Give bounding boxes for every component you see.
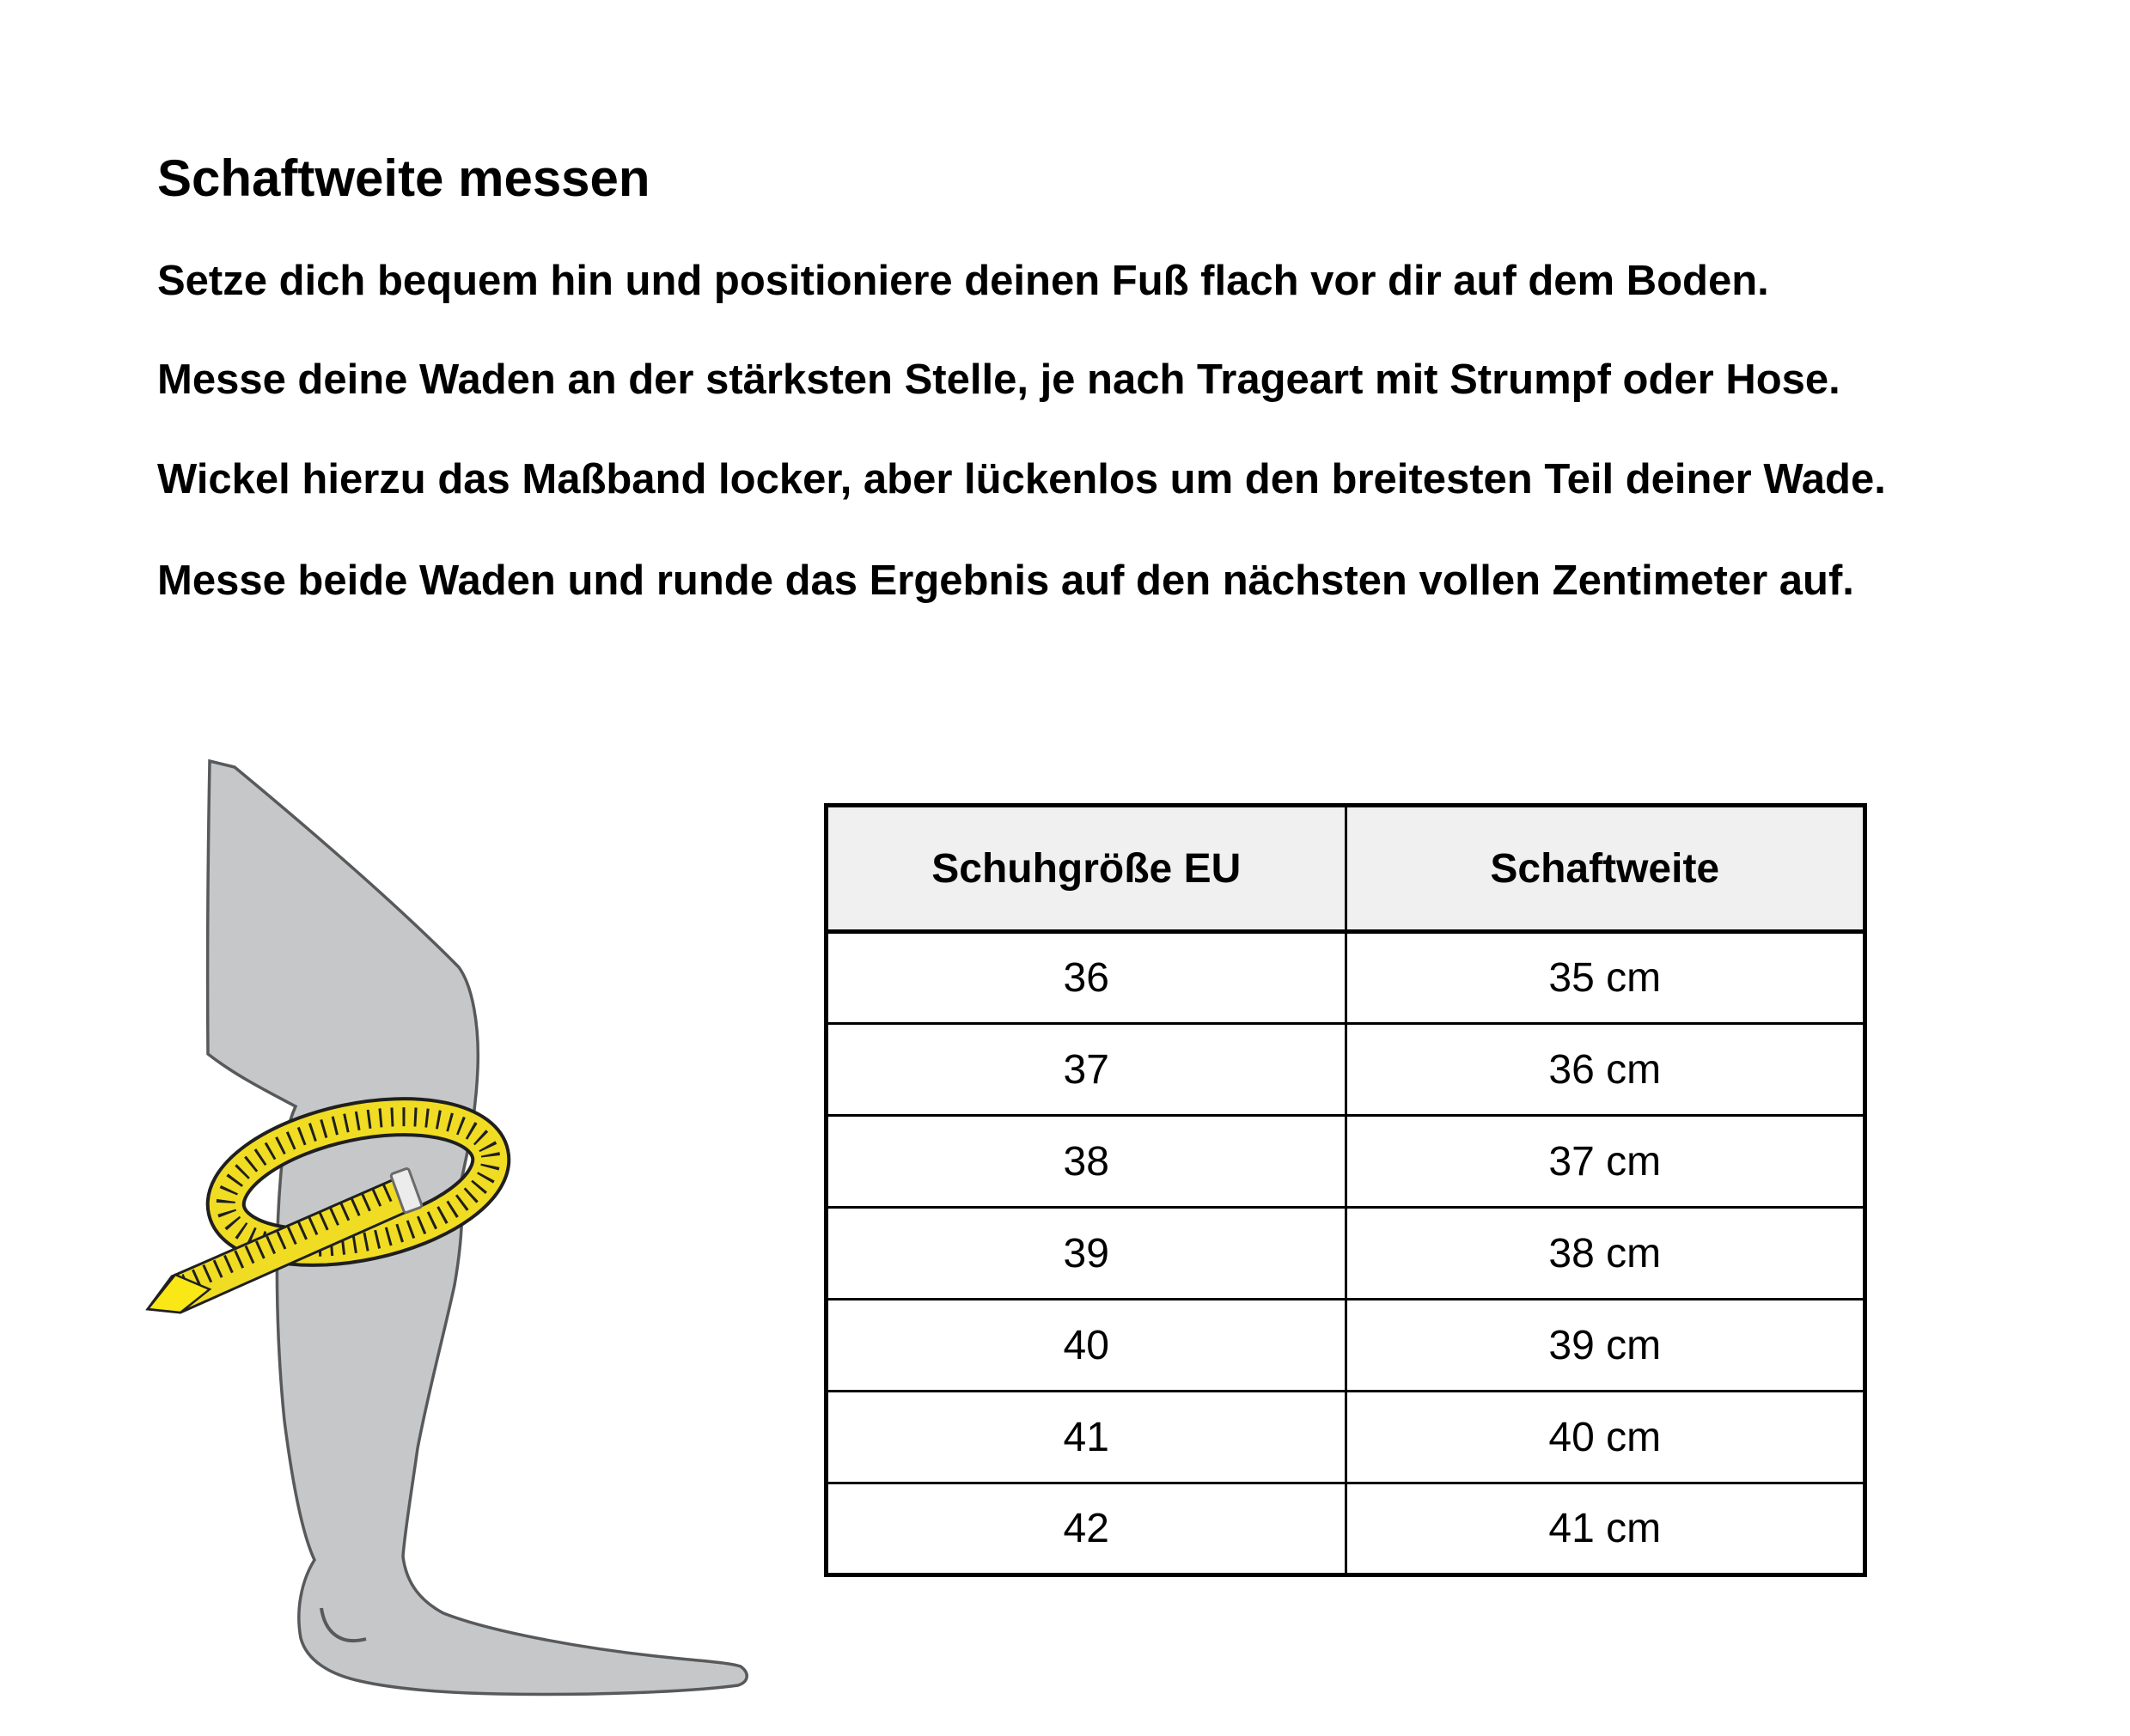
table-row bbox=[827, 1300, 1865, 1392]
table-row bbox=[827, 932, 1865, 1024]
instruction-step-3: Wickel hierzu das Maßband locker, aber lückenlos um den breitesten Teil deiner Wade. bbox=[157, 456, 1886, 503]
shaft-width-cell: 35 cm bbox=[1346, 932, 1865, 1024]
table-row bbox=[827, 1208, 1865, 1300]
shoe-size-cell: 37 bbox=[827, 1024, 1346, 1116]
shaft-width-cell: 37 cm bbox=[1346, 1116, 1865, 1208]
instruction-step-1: Setze dich bequem hin und positioniere deinen Fuß flach vor dir auf dem Boden. bbox=[157, 258, 1769, 304]
shaft-width-cell: 40 cm bbox=[1346, 1392, 1865, 1483]
table-row bbox=[827, 1024, 1865, 1116]
table-row bbox=[827, 1392, 1865, 1483]
shoe-size-cell: 41 bbox=[827, 1392, 1346, 1483]
shoe-size-cell: 40 bbox=[827, 1300, 1346, 1392]
size-table bbox=[824, 803, 1867, 1577]
table-header-shoe-size: Schuhgröße EU bbox=[827, 806, 1346, 932]
table-row bbox=[827, 1483, 1865, 1575]
shoe-size-cell: 36 bbox=[827, 932, 1346, 1024]
header-row bbox=[827, 806, 1865, 932]
size-table-header bbox=[827, 806, 1865, 932]
instruction-step-2: Messe deine Waden an der stärksten Stelle, je nach Trageart mit Strumpf oder Hose. bbox=[157, 356, 1840, 403]
leg-illustration bbox=[103, 735, 765, 1732]
table-header-shaft-width: Schaftweite bbox=[1346, 806, 1865, 932]
leg-measuring-svg bbox=[103, 735, 765, 1732]
table-row bbox=[827, 1116, 1865, 1208]
instruction-step-4: Messe beide Waden und runde das Ergebnis auf den nächsten vollen Zentimeter auf. bbox=[157, 557, 1854, 604]
page-title: Schaftweite messen bbox=[157, 149, 650, 207]
shoe-size-cell: 39 bbox=[827, 1208, 1346, 1300]
shaft-width-cell: 36 cm bbox=[1346, 1024, 1865, 1116]
shaft-width-cell: 41 cm bbox=[1346, 1483, 1865, 1575]
shoe-size-cell: 38 bbox=[827, 1116, 1346, 1208]
shaft-width-cell: 39 cm bbox=[1346, 1300, 1865, 1392]
shoe-size-cell: 42 bbox=[827, 1483, 1346, 1575]
shaft-width-cell: 38 cm bbox=[1346, 1208, 1865, 1300]
size-table-body bbox=[827, 932, 1865, 1575]
